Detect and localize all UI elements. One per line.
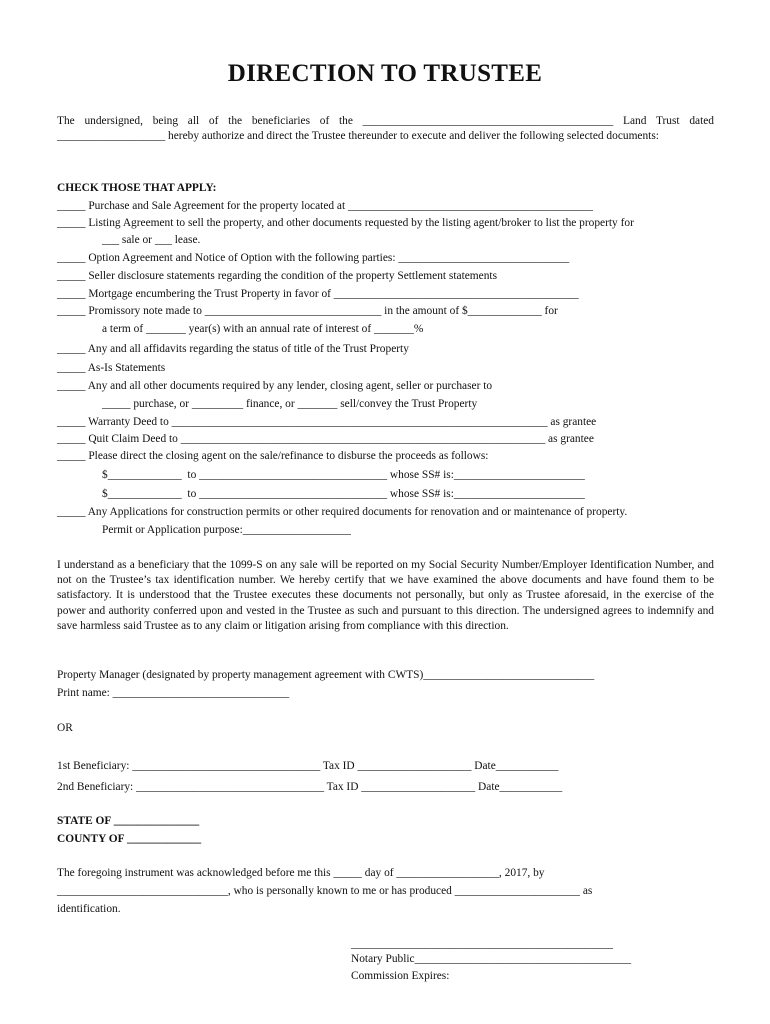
or-text: OR [57, 722, 73, 734]
item-listing-agreement: _____ Listing Agreement to sell the property, and other documents requested by the listing agent/broker to list the property for [57, 217, 634, 229]
item-listing-sale-lease: ___ sale or ___ lease. [102, 234, 201, 246]
document-title: DIRECTION TO TRUSTEE [227, 60, 543, 87]
property-manager-line: Property Manager (designated by property management agreement with CWTS)______________________________ [57, 669, 595, 681]
item-option-agreement: _____ Option Agreement and Notice of Option with the following parties: ______________________________ [57, 252, 570, 264]
item-permit-purpose: Permit or Application purpose:___________________ [102, 524, 351, 536]
county-of-line: COUNTY OF _____________ [57, 833, 202, 845]
beneficiary-1-line: 1st Beneficiary: _________________________________ Tax ID ____________________ Date___________ [57, 760, 559, 772]
acknowledgement-line-3: identification. [57, 903, 121, 915]
intro-paragraph: The undersigned, being all of the beneficiaries of the ____________________________________________ Land Trust dated ___________________ hereby authorize and direct the Trustee thereunder to execute and deliver the following selected documents: [57, 115, 714, 143]
check-heading: CHECK THOSE THAT APPLY: [57, 182, 217, 194]
item-construction-permits: _____ Any Applications for construction permits or other required documents for renovation and or maintenance of property. [57, 506, 628, 518]
notary-public-line: Notary Public______________________________________ [351, 953, 632, 965]
item-purchase-sale: _____ Purchase and Sale Agreement for the property located at ___________________________________________ [57, 200, 593, 212]
notary-signature-line: ______________________________________________ [351, 938, 613, 950]
item-mortgage: _____ Mortgage encumbering the Trust Property in favor of ___________________________________________ [57, 288, 579, 300]
acknowledgement-line-2: ______________________________, who is personally known to me or has produced ______________________ as [57, 885, 593, 897]
print-name-line: Print name: _______________________________ [57, 687, 290, 699]
item-promissory-term: a term of _______ year(s) with an annual rate of interest of _______% [102, 323, 424, 335]
item-seller-disclosure: _____ Seller disclosure statements regarding the condition of the property Settlement statements [57, 270, 498, 282]
item-quit-claim-deed: _____ Quit Claim Deed to ________________________________________________________________ as grantee [57, 433, 594, 445]
beneficiary-2-line: 2nd Beneficiary: _________________________________ Tax ID ____________________ Date___________ [57, 781, 563, 793]
item-as-is: _____ As-Is Statements [57, 362, 166, 374]
item-other-documents: _____ Any and all other documents required by any lender, closing agent, seller or purchaser to [57, 380, 493, 392]
item-warranty-deed: _____ Warranty Deed to __________________________________________________________________ as grantee [57, 416, 597, 428]
commission-expires-line: Commission Expires: [351, 970, 450, 982]
item-affidavits: _____ Any and all affidavits regarding the status of title of the Trust Property [57, 343, 409, 355]
item-closing-agent: _____ Please direct the closing agent on the sale/refinance to disburse the proceeds as follows: [57, 450, 489, 462]
disbursement-line-2: $_____________ to _________________________________ whose SS# is:_______________________ [102, 488, 585, 500]
understanding-paragraph: I understand as a beneficiary that the 1099-S on any sale will be reported on my Social Security Number/Employer Identification Number, and not on the Trustee’s tax identification number. We hereby certify that we have examined the above documents and have found them to be satisfactory. It is understood that the Trustee executes these documents not personally, but only as Trustee aforesaid, in the exercise of the power and authority conferred upon and vested in the Trustee as such and pursuant to this direction. The undersigned agrees to indemnify and save harmless said Trustee as to any claim or litigation arising from compliance with this direction. [57, 559, 714, 632]
disbursement-line-1: $_____________ to _________________________________ whose SS# is:_______________________ [102, 469, 585, 481]
item-other-documents-options: _____ purchase, or _________ finance, or _______ sell/convey the Trust Property [102, 398, 478, 410]
item-promissory-note: _____ Promissory note made to _______________________________ in the amount of $_____________ for [57, 305, 558, 317]
acknowledgement-line-1: The foregoing instrument was acknowledged before me this _____ day of __________________, 2017, by [57, 867, 545, 879]
state-of-line: STATE OF _______________ [57, 815, 200, 827]
